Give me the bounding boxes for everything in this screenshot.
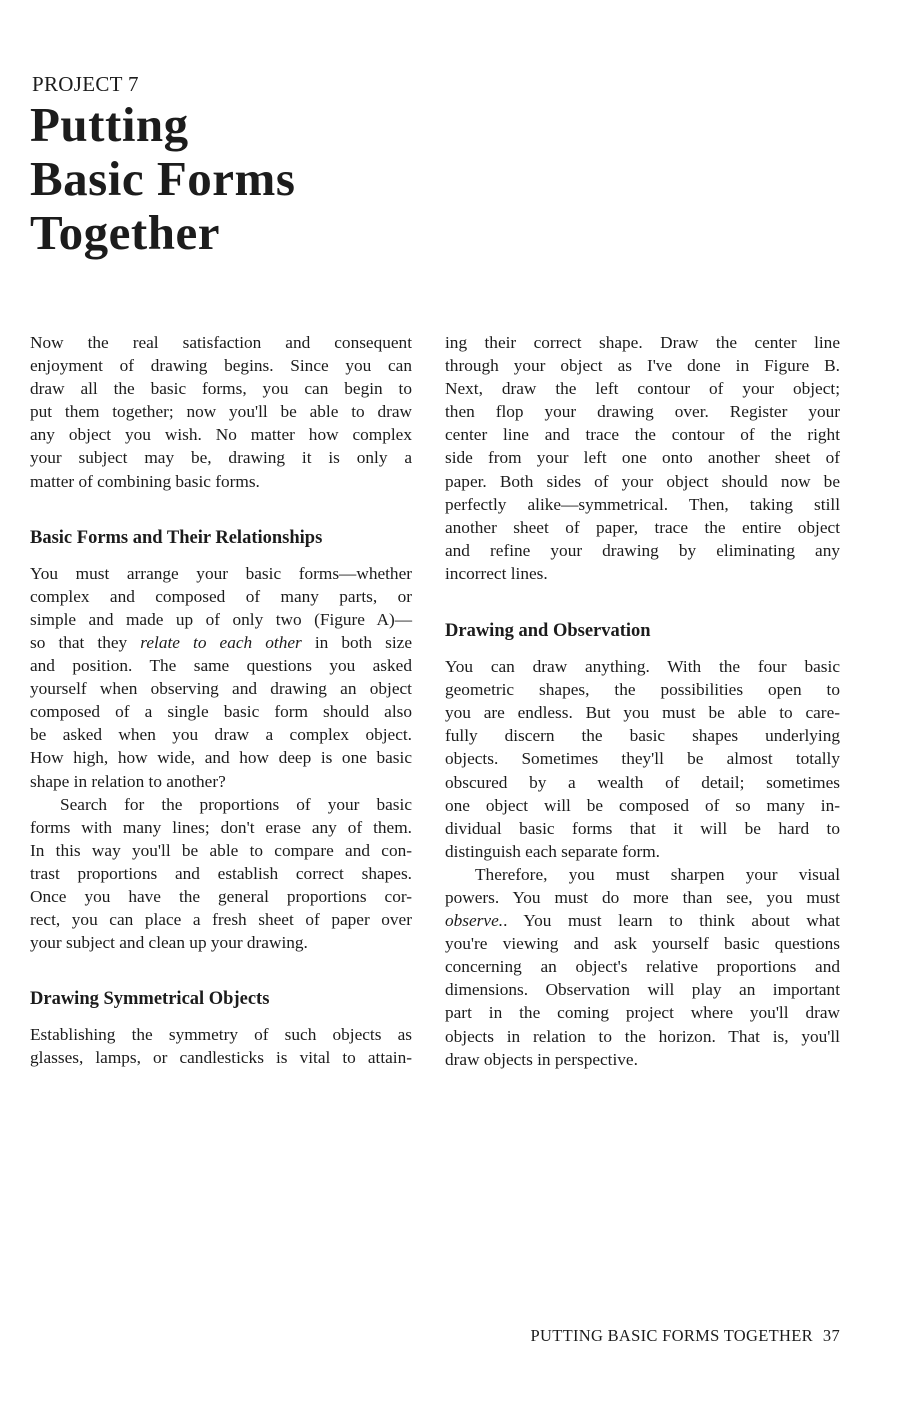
text-line (445, 771, 840, 794)
text-line (30, 631, 412, 654)
text-line (445, 724, 840, 747)
text-line (445, 493, 840, 516)
text-segment: How high, how wide, and how deep is one basic (30, 748, 412, 768)
text-segment: enjoyment of drawing begins. Since you can (30, 356, 412, 376)
text-line (445, 955, 840, 978)
text-segment: paper. Both sides of your object should now be (445, 471, 840, 491)
text-line (445, 747, 840, 770)
text-line (30, 608, 412, 631)
project-label: PROJECT 7 (32, 72, 139, 96)
text-line (30, 816, 412, 839)
text-line (30, 793, 412, 816)
text-segment: fully discern the basic shapes underlying (445, 726, 840, 746)
text-segment: Therefore, you must sharpen your visual (475, 864, 840, 884)
text-segment: objects in relation to the horizon. That is, you'll (445, 1026, 840, 1046)
text-segment: part in the coming project where you'll draw (445, 1003, 840, 1023)
text-segment: matter of combining basic forms. (30, 471, 260, 491)
text-line (30, 400, 412, 423)
text-line (445, 331, 840, 354)
text-line (445, 400, 840, 423)
text-line (445, 655, 840, 678)
text-line (445, 562, 840, 585)
title-line: Together (30, 205, 220, 260)
text-segment: . You must learn to think about what (503, 911, 840, 931)
text-segment: so that they (30, 632, 141, 652)
text-line (445, 1025, 840, 1048)
text-segment: powers. You must do more than see, you must (445, 887, 840, 907)
text-segment: you're viewing and ask yourself basic questions (445, 934, 840, 954)
text-line (30, 331, 412, 354)
text-line (445, 354, 840, 377)
text-line (445, 909, 840, 932)
text-segment: and refine your drawing by eliminating any (445, 540, 840, 560)
text-segment: yourself when observing and drawing an object (30, 679, 412, 699)
text-line (445, 886, 840, 909)
text-segment: You must arrange your basic forms—whether (30, 563, 412, 583)
page-number: 37 (822, 1326, 840, 1345)
paragraph (445, 331, 840, 585)
text-segment: perfectly alike—symmetrical. Then, taking still (445, 494, 840, 514)
text-line (30, 677, 412, 700)
text-line (30, 446, 412, 469)
text-segment: and position. The same questions you asked (30, 656, 412, 676)
text-line (445, 678, 840, 701)
text-line (445, 978, 840, 1001)
text-segment: another sheet of paper, trace the entire object (445, 517, 840, 537)
text-segment: you are endless. But you must be able to care- (445, 703, 840, 723)
text-line (445, 794, 840, 817)
section-heading: Basic Forms and Their Relationships (30, 527, 323, 548)
text-line (445, 932, 840, 955)
page-title (30, 98, 295, 260)
title-line: Basic Forms (30, 151, 296, 206)
title-line: Putting (30, 97, 189, 152)
left-column (30, 331, 412, 1069)
text-line (445, 863, 840, 886)
text-line (30, 354, 412, 377)
text-line (445, 840, 840, 863)
text-line (30, 746, 412, 769)
italic-text: observe. (445, 911, 504, 931)
paragraph (30, 1023, 412, 1069)
text-line (30, 1046, 412, 1069)
text-segment: incorrect lines. (445, 563, 548, 583)
text-line (30, 423, 412, 446)
text-segment: side from your left one onto another sheet of (445, 448, 840, 468)
text-line (30, 862, 412, 885)
text-line (30, 885, 412, 908)
text-segment: then flop your drawing over. Register your (445, 402, 840, 422)
text-segment: through your object as I've done in Figure B. (445, 356, 840, 376)
text-line (445, 446, 840, 469)
text-line (445, 423, 840, 446)
text-line (30, 470, 412, 493)
text-segment: draw all the basic forms, you can begin to (30, 379, 412, 399)
text-line (30, 723, 412, 746)
text-segment: forms with many lines; don't erase any of them. (30, 817, 412, 837)
text-segment: Now the real satisfaction and consequent (30, 333, 412, 352)
text-segment: trast proportions and establish correct shapes. (30, 863, 412, 883)
text-segment: be asked when you draw a complex object. (30, 725, 412, 745)
text-segment: one object will be composed of so many in- (445, 795, 840, 815)
text-segment: In this way you'll be able to compare and con- (30, 840, 412, 860)
text-line (445, 539, 840, 562)
text-line (30, 654, 412, 677)
text-segment: concerning an object's relative proportions and (445, 957, 840, 977)
paragraph (30, 562, 412, 793)
text-segment: simple and made up of only two (Figure A)— (30, 609, 412, 629)
text-line (30, 839, 412, 862)
text-segment: any object you wish. No matter how complex (30, 425, 412, 445)
italic-text: relate to each other (140, 632, 302, 652)
text-segment: complex and composed of many parts, or (30, 586, 412, 606)
text-segment: ing their correct shape. Draw the center line (445, 333, 840, 352)
page-footer (531, 1326, 840, 1346)
text-line (30, 585, 412, 608)
text-segment: geometric shapes, the possibilities open to (445, 680, 840, 700)
text-line (445, 470, 840, 493)
text-segment: center line and trace the contour of the right (445, 425, 840, 445)
text-segment: Once you have the general proportions cor- (30, 886, 412, 906)
text-segment: your subject may be, drawing it is only a (30, 448, 412, 468)
text-segment: Search for the proportions of your basic (60, 794, 412, 814)
paragraph (30, 331, 412, 493)
text-segment: rect, you can place a fresh sheet of paper over (30, 910, 412, 930)
text-line (445, 1048, 840, 1071)
text-segment: distinguish each separate form. (445, 841, 660, 861)
paragraph (445, 863, 840, 1071)
text-line (30, 377, 412, 400)
text-segment: dividual basic forms that it will be hard to (445, 818, 840, 838)
text-line (30, 908, 412, 931)
text-line (30, 931, 412, 954)
text-segment: draw objects in perspective. (445, 1049, 638, 1069)
text-segment: in both size (301, 632, 413, 652)
paragraph (445, 655, 840, 863)
text-line (30, 770, 412, 793)
text-line (445, 817, 840, 840)
text-line (445, 516, 840, 539)
text-line (30, 700, 412, 723)
text-line (30, 562, 412, 585)
text-line (445, 1001, 840, 1024)
text-segment: Establishing the symmetry of such objects as (30, 1025, 412, 1045)
text-segment: put them together; now you'll be able to draw (30, 402, 412, 422)
section-heading: Drawing Symmetrical Objects (30, 989, 270, 1010)
text-line (445, 377, 840, 400)
text-segment: shape in relation to another? (30, 771, 226, 791)
text-segment: You can draw anything. With the four basic (445, 657, 840, 677)
text-line (30, 1023, 412, 1046)
text-segment: objects. Sometimes they'll be almost totally (445, 749, 840, 769)
paragraph (30, 793, 412, 955)
text-segment: obscured by a wealth of detail; sometimes (445, 772, 840, 792)
text-segment: Next, draw the left contour of your object; (445, 379, 840, 399)
text-segment: dimensions. Observation will play an important (445, 980, 840, 1000)
text-segment: glasses, lamps, or candlesticks is vital to attain- (30, 1048, 412, 1068)
running-head: PUTTING BASIC FORMS TOGETHER (530, 1326, 813, 1345)
section-heading: Drawing and Observation (445, 621, 651, 642)
text-line (445, 701, 840, 724)
text-segment: your subject and clean up your drawing. (30, 933, 308, 953)
right-column (445, 331, 840, 1071)
text-segment: composed of a single basic form should also (30, 702, 412, 722)
